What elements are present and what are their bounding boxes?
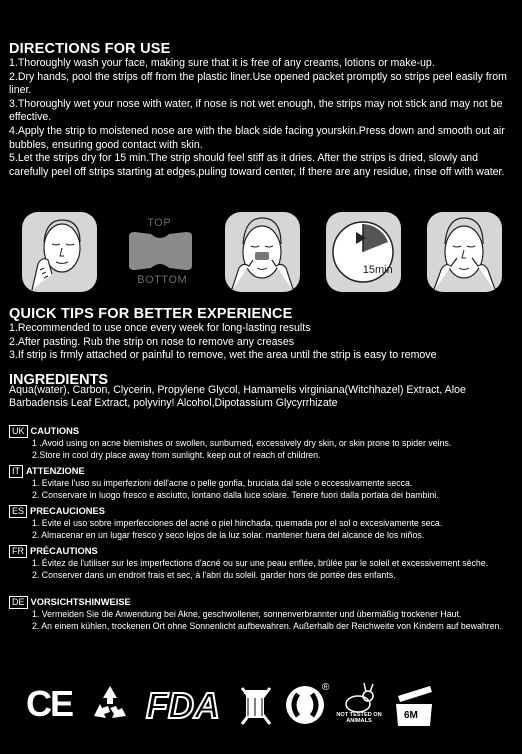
direction-step: 5.Let the strips dry for 15 min.The strip should feel stiff as it dries. After the strips is dried, slowly and carefully peel off strips starting at edges,puling toward center, If there are any residue, rinse off with water. bbox=[9, 152, 505, 178]
language-code-de: DE bbox=[9, 596, 28, 609]
caution-title-de: VORSICHTSHINWEISE bbox=[30, 597, 131, 607]
caution-body-de bbox=[32, 609, 520, 632]
apply-strip-illustration bbox=[225, 212, 300, 292]
direction-step: 1.Thoroughly wash your face, making sure that it is free of any creams, lotions or make-up. bbox=[9, 57, 435, 69]
caution-line: 1. Vermeiden Sie die Anwendung bei Akne, geschwollener, sonnenverbrannter und übermäßig trockener Haut. bbox=[32, 609, 462, 619]
tip-item: 3.If strip is frmly attached or painful to remove, wet the area until the strip is easy to remove bbox=[9, 349, 437, 362]
peel-strip-illustration bbox=[427, 212, 502, 292]
timer-label: 15min bbox=[362, 264, 393, 276]
caution-header-uk bbox=[9, 425, 79, 438]
caution-body-uk bbox=[32, 438, 520, 461]
caution-body-es bbox=[32, 518, 520, 541]
caution-title-it: ATTENZIONE bbox=[26, 466, 85, 476]
tips-list bbox=[9, 322, 517, 363]
caution-line: 2. Almacenar en un lugar fresco y seco lejos de la luz solar. mantener fuera del alcance de los niños. bbox=[32, 529, 425, 540]
wheelie-bin-icon bbox=[240, 682, 272, 726]
caution-title-es: PRECAUCIONES bbox=[30, 506, 105, 516]
apply-strip-icon bbox=[225, 212, 300, 292]
ingredients-text: Aqua(water), Carbon, Clycerin, Propylene Glycol, Hamamelis virginiana(Witchhazel) Extract, Aloe Barbadensis Leaf Extract, polyviny! Alcohol,Dipotassium Glycyrrhizate bbox=[9, 384, 466, 409]
caution-body-fr bbox=[32, 558, 520, 581]
clock-timer-icon bbox=[326, 212, 401, 292]
green-dot-icon bbox=[284, 684, 326, 726]
caution-line: 2. Conservare in luogo fresco e asciutto, lontano dalla luce solare. Tenere fuori dalla portata dei bambini. bbox=[32, 489, 439, 500]
caution-line: 1. Évitez de l'utiliser sur les imperfections d'acné ou sur une peau enflée, brûlée par le soleil et excessivement sèche. bbox=[32, 558, 489, 568]
caution-line: 1. Evitare l'uso su imperfezioni dell'acne o pelle gonfia, bruciata dal sole o eccessivamente secca. bbox=[32, 478, 413, 488]
caution-title-fr: PRÉCAUTIONS bbox=[30, 546, 98, 556]
strip-top-label: TOP bbox=[147, 217, 172, 229]
step-illustrations bbox=[22, 212, 502, 296]
direction-step: 4.Apply the strip to moistened nose are with the black side facing yourskin.Press down and smooth out air bubbles, ensuring good contact with skin. bbox=[9, 124, 505, 151]
caution-header-fr bbox=[9, 545, 98, 558]
tip-item: 2.After pasting. Rub the strip on nose to remove any creases bbox=[9, 335, 295, 348]
directions-title: DIRECTIONS FOR USE bbox=[9, 41, 171, 57]
direction-step: 2.Dry hands, pool the strips off from the plastic liner.Use opened packet promptly so strips peel easily from liner. bbox=[9, 70, 507, 97]
caution-line: 1. Evite el uso sobre imperfecciones del acné o piel hinchada, quemada por el sol o excesivamente seca. bbox=[32, 518, 443, 528]
wash-face-illustration bbox=[22, 212, 97, 292]
caution-header-it bbox=[9, 465, 85, 478]
language-code-es: ES bbox=[9, 505, 27, 518]
face-wash-icon bbox=[22, 212, 97, 292]
ingredients-title: INGREDIENTS bbox=[9, 372, 109, 388]
language-code-fr: FR bbox=[9, 545, 27, 558]
recycle-icon bbox=[88, 682, 132, 726]
fda-text bbox=[144, 686, 145, 687]
directions-steps bbox=[9, 57, 517, 179]
caution-line: 2. An einem kühlen, trockenen Ort ohne Sonnenlicht aufbewahren. Außerhalb der Reichweite von Kindern auf bewahren. bbox=[32, 620, 502, 631]
strip-bottom-label: BOTTOM bbox=[137, 274, 188, 286]
caution-line: 2.Store in cool dry place away from sunlight. keep out of reach of children. bbox=[32, 449, 321, 460]
caution-header-de bbox=[9, 596, 131, 609]
language-code-it: IT bbox=[9, 465, 23, 478]
pao-label: 6M bbox=[404, 710, 418, 721]
registered-mark: ® bbox=[322, 682, 330, 693]
direction-step: 3.Thoroughly wet your nose with water, if nose is not wet enough, the strips may not stick and may not be effective. bbox=[9, 97, 503, 124]
tips-title: QUICK TIPS FOR BETTER EXPERIENCE bbox=[9, 306, 293, 322]
caution-body-it bbox=[32, 478, 520, 501]
certification-logos bbox=[26, 682, 496, 732]
caution-header-es bbox=[9, 505, 105, 518]
open-jar-6m-icon bbox=[392, 682, 438, 730]
nose-strip-illustration bbox=[123, 212, 198, 292]
peel-strip-icon bbox=[427, 212, 502, 292]
caution-line: 2. Conserver dans un endroit frais et sec, à l'abri du soleil. garder hors de portée des enfants. bbox=[32, 569, 396, 580]
not-tested-label: NOT TESTED ON ANIMALS bbox=[336, 712, 382, 724]
caution-line: 1 .Avoid using on acne blemishes or swollen, sunburned, excessively dry skin, or skin prone to spider veins. bbox=[32, 438, 452, 448]
ce-mark-icon: CE bbox=[26, 683, 73, 724]
language-code-uk: UK bbox=[9, 425, 28, 438]
cruelty-free-rabbit-icon bbox=[336, 682, 380, 732]
timer-illustration bbox=[326, 212, 401, 292]
fda-logo-icon bbox=[144, 686, 232, 722]
svg-text:FDA: FDA bbox=[146, 686, 220, 722]
caution-title-uk: CAUTIONS bbox=[30, 426, 80, 436]
tip-item: 1.Recommended to use once every week for long-lasting results bbox=[9, 322, 311, 334]
